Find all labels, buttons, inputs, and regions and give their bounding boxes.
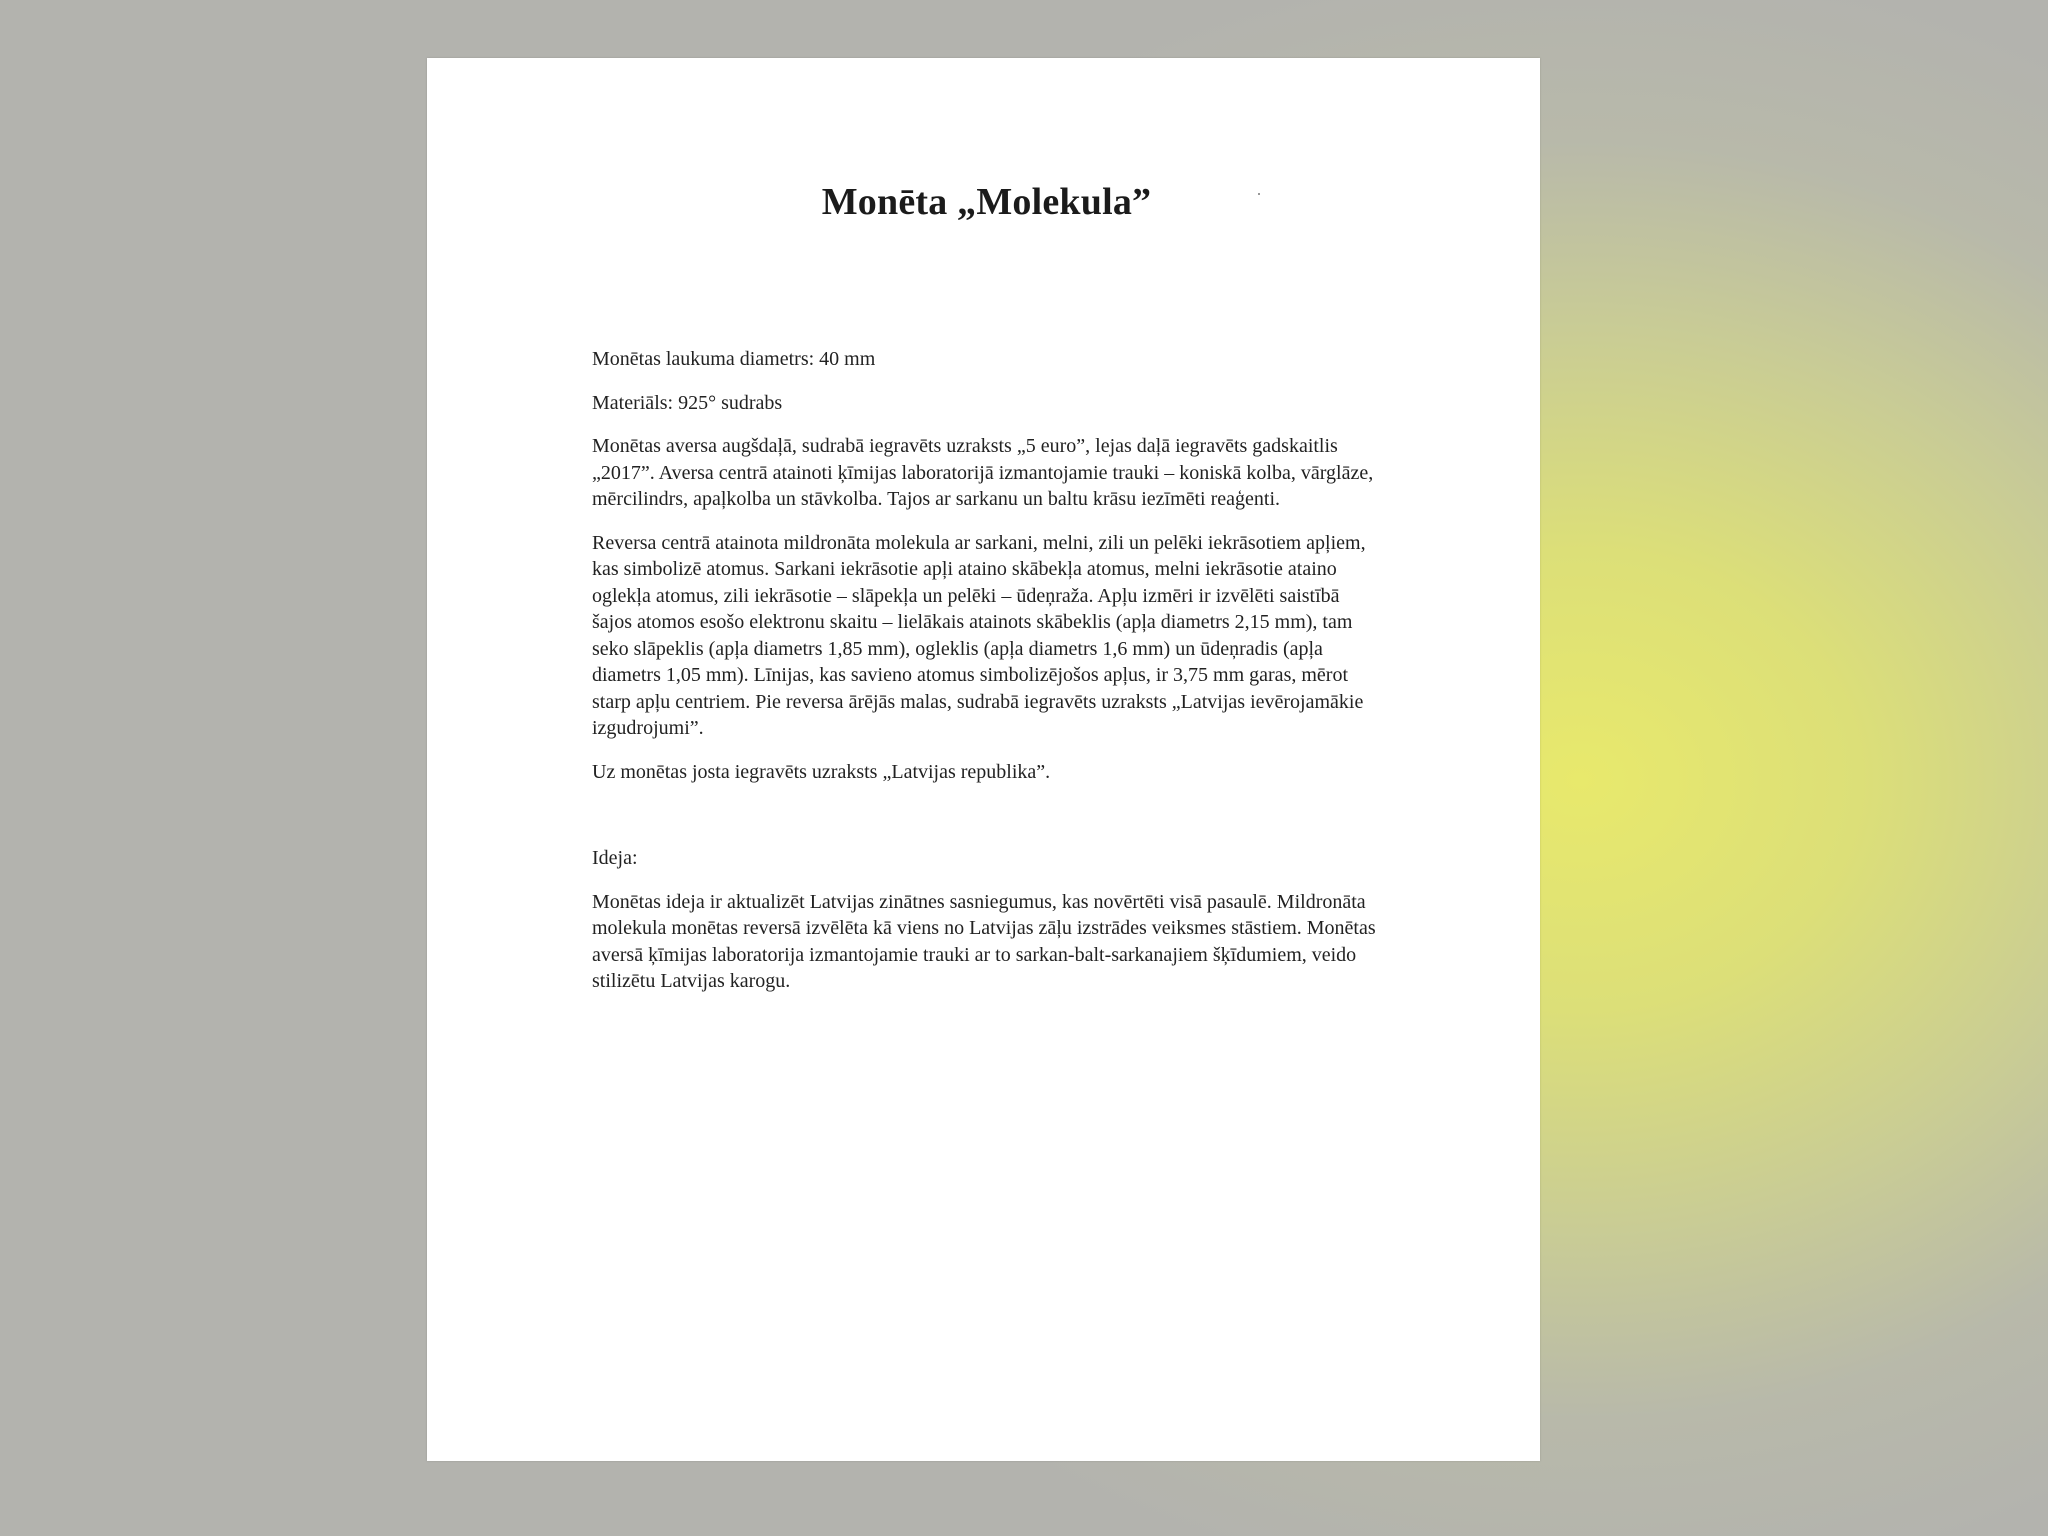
coin-diameter-line: Monētas laukuma diametrs: 40 mm (592, 348, 876, 370)
document-title: Monēta „Molekula” (821, 181, 1152, 223)
edge-description: Uz monētas josta iegravēts uzraksts „Latvijas republika”. (592, 760, 1051, 783)
coin-material-line: Materiāls: 925° sudrabs (592, 391, 783, 414)
idea-text: Monētas ideja ir aktualizēt Latvijas zinātnes sasniegumus, kas novērtēti visā pasaulē. Mildronāta molekula monētas reversā izvēlēta kā viens no Latvijas zāļu izstrādes veiksmes stāstiem. Monētas aversā ķīmijas laboratorija izmantojamie trauki ar to sarkan-balt-sarkanajiem šķīdumiem, veido stilizētu Latvijas karogu. (592, 890, 1376, 992)
idea-heading: Ideja: (592, 847, 638, 869)
obverse-description: Monētas aversa augšdaļā, sudrabā iegravēts uzraksts „5 euro”, lejas daļā iegravēts gadskaitlis „2017”. Aversa centrā atainoti ķīmijas laboratorijā izmantojamie trauki – koniskā kolba, vārglāze, mērcilindrs, apaļkolba un stāvkolba. Tajos ar sarkanu un baltu krāsu iezīmēti reaģenti. (592, 435, 1374, 510)
document-body (592, 346, 1382, 1012)
document-page (427, 58, 1540, 1461)
reverse-description: Reversa centrā atainota mildronāta molekula ar sarkani, melni, zili un pelēki iekrāsotiem apļiem, kas simbolizē atomus. Sarkani iekrāsotie apļi ataino skābekļa atomus, melni iekrāsotie ataino oglekļa atomus, zili iekrāsotie – slāpekļa un pelēki – ūdeņraža. Apļu izmēri ir izvēlēti saistībā šajos atomos esošo elektronu skaitu – lielākais atainots skābeklis (apļa diametrs 2,15 mm), tam seko slāpeklis (apļa diametrs 1,85 mm), ogleklis (apļa diametrs 1,6 mm) un ūdeņradis (apļa diametrs 1,05 mm). Līnijas, kas savieno atomus simbolizējošos apļus, ir 3,75 mm garas, mērot starp apļu centriem. Pie reversa ārējās malas, sudrabā iegravēts uzraksts „Latvijas ievērojamākie izgudrojumi”. (592, 531, 1366, 739)
